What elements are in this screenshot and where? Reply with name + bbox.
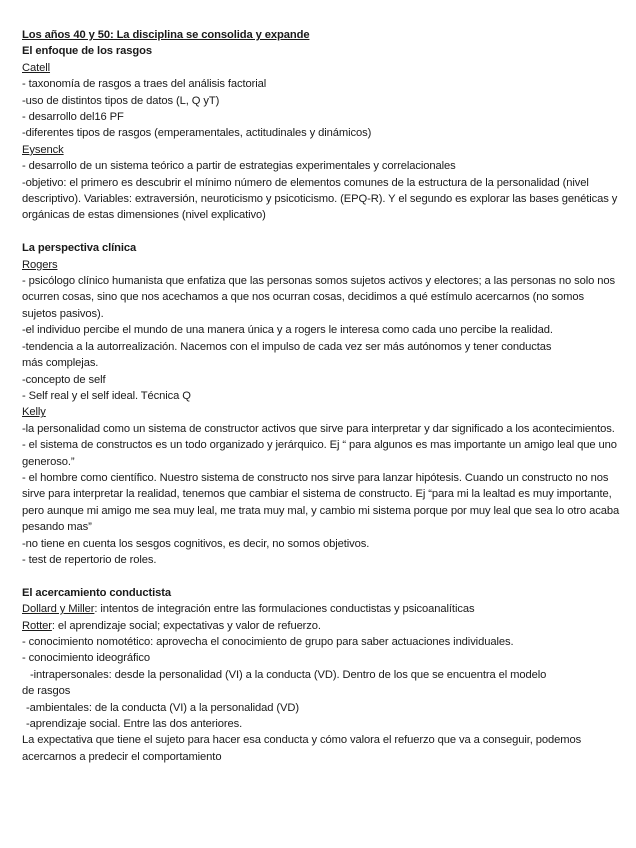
catell-item-1: - taxonomía de rasgos a traes del análisis factorial [22, 78, 267, 91]
kelly-item-1: -la personalidad como un sistema de constructor activos que sirve para interpretar y dar significado a los acontecimientos. [22, 422, 615, 435]
rogers-item-4: -concepto de self [22, 373, 106, 386]
author-catell: Catell [22, 61, 51, 74]
author-rotter: Rotter [22, 619, 52, 632]
conductista-closing: La expectativa que tiene el sujeto para hacer esa conducta y cómo valora el refuerzo que va a conseguir, podemos acercarnos a predecir el comportamiento [22, 734, 582, 763]
conductista-sub-1a: -intrapersonales: desde la personalidad (VI) a la conducta (VD). Dentro de los que se encuentra el modelo [30, 668, 547, 681]
rogers-item-1: - psicólogo clínico humanista que enfatiza que las personas somos sujetos activos y electores; a las personas no solo nos ocurren cosas, sino que nos acechamos a que nos ocurran cosas, decidimos a qué estímulo acercarnos (no somos sujetos pasivos). [22, 275, 615, 320]
eysenck-item-2: -objetivo: el primero es descubrir el mínimo número de elementos comunes de la estructura de la personalidad (nivel descriptivo). Variables: extraversión, neuroticismo y psicoticismo. (EPQ-R). Y el segundo es explorar las bases genéticas y orgánicas de estas dimensiones (nivel explicativo) [22, 176, 618, 222]
spacer [22, 568, 620, 584]
catell-item-4: -diferentes tipos de rasgos (emperamentales, actitudinales y dinámicos) [22, 127, 372, 140]
section-heading-clinica: La perspectiva clínica [22, 242, 137, 255]
conductista-sub-3: -aprendizaje social. Entre las dos anteriores. [26, 718, 243, 731]
rogers-item-5: - Self real y el self ideal. Técnica Q [22, 389, 191, 402]
kelly-item-3: - el hombre como científico. Nuestro sistema de constructo nos sirve para lanzar hipótesis. Cuando un constructo no nos sirve para interpretar la realidad, tenemos que cambiar el sistema de constructo. Ej “para mi la lealtad es muy importante, pero aunque mi amigo me sea muy leal, me trata muy mal, y cambio mi sistema porque por muy leal que sea lo otro acaba pesando mas” [22, 471, 620, 534]
kelly-item-2: - el sistema de constructos es un todo organizado y jerárquico. Ej “ para algunos es mas importante un amigo leal que uno generoso.” [22, 439, 617, 468]
rotter-line [22, 618, 620, 634]
rogers-item-3a: -tendencia a la autorrealización. Nacemos con el impulso de cada vez ser más autónomos y tener conductas [22, 340, 552, 353]
rogers-item-2: -el individuo percibe el mundo de una manera única y a rogers le interesa como cada uno percibe la realidad. [22, 324, 553, 337]
rogers-item-3b: más complejas. [22, 357, 99, 370]
author-dollard-miller: Dollard y Miller [22, 603, 95, 616]
author-kelly: Kelly [22, 406, 46, 419]
document-page [22, 27, 620, 765]
catell-item-2: -uso de distintos tipos de datos (L, Q yT) [22, 94, 220, 107]
conductista-sub-2: -ambientales: de la conducta (VI) a la personalidad (VD) [26, 701, 299, 714]
author-rogers: Rogers [22, 258, 58, 271]
dollard-text: : intentos de integración entre las formulaciones conductistas y psicoanalíticas [94, 603, 475, 616]
conductista-sub-1b: de rasgos [22, 685, 71, 698]
dollard-line [22, 601, 620, 617]
spacer [22, 224, 620, 240]
catell-item-3: - desarrollo del16 PF [22, 111, 124, 124]
rotter-text: : el aprendizaje social; expectativas y valor de refuerzo. [51, 619, 321, 632]
document-title: Los años 40 y 50: La disciplina se consolida y expande [22, 29, 310, 41]
conductista-item-2: - conocimiento ideográfico [22, 652, 150, 665]
conductista-item-1: - conocimiento nomotético: aprovecha el conocimiento de grupo para saber actuaciones individuales. [22, 636, 514, 648]
eysenck-item-1: - desarrollo de un sistema teórico a partir de estrategias experimentales y correlacionales [22, 160, 456, 173]
section-heading-rasgos: El enfoque de los rasgos [22, 45, 153, 58]
author-eysenck: Eysenck [22, 143, 64, 156]
kelly-item-5: - test de repertorio de roles. [22, 553, 157, 566]
section-heading-conductista: El acercamiento conductista [22, 586, 172, 599]
kelly-item-4: -no tiene en cuenta los sesgos cognitivos, es decir, no somos objetivos. [22, 537, 370, 550]
